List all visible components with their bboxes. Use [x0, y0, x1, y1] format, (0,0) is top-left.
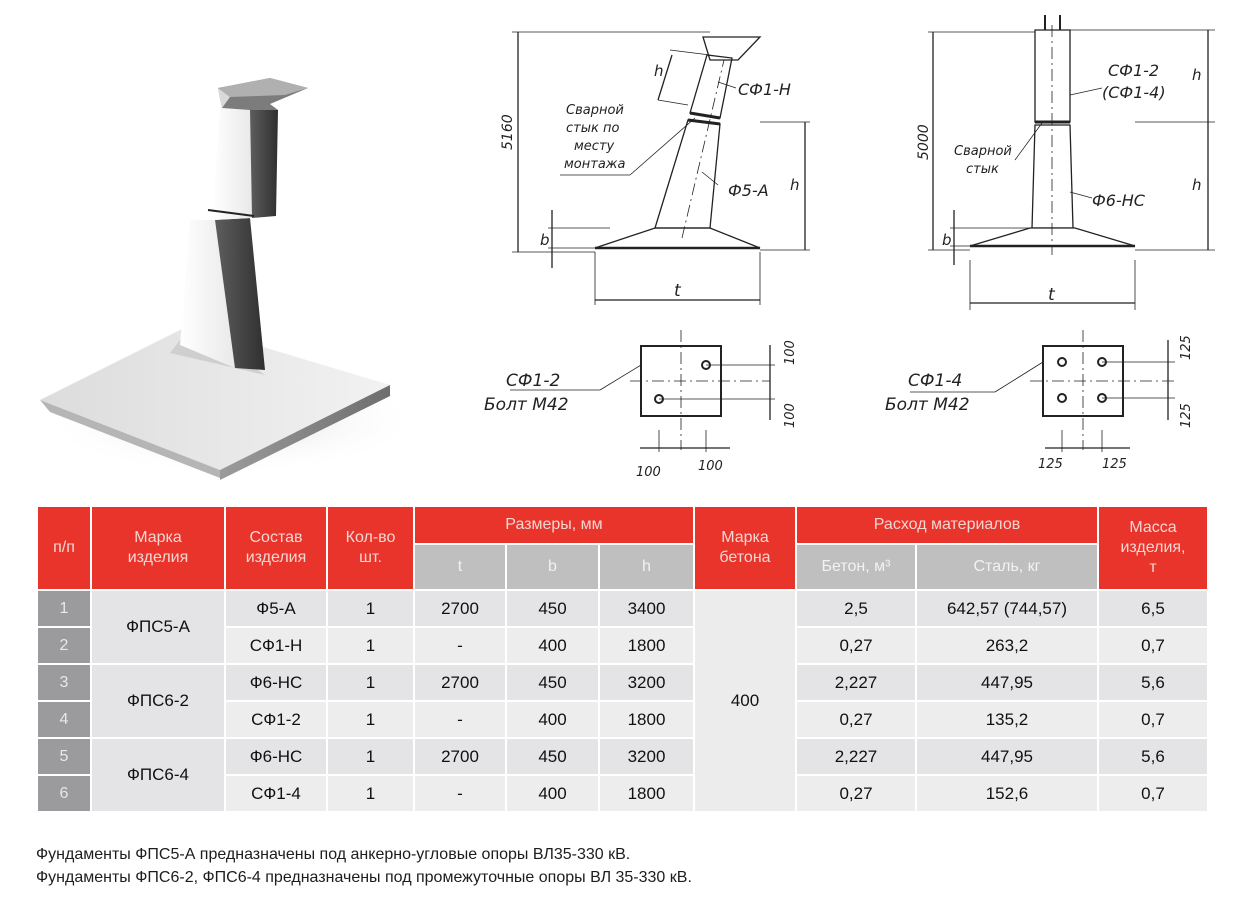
concrete-grade: 400	[695, 591, 795, 811]
col-header-pp: п/п	[38, 507, 90, 589]
left-plan-label-2: Болт М42	[484, 395, 569, 415]
steel-mass: 447,95	[917, 739, 1097, 774]
col-header-marka: Марка изделия	[92, 507, 224, 589]
right-plan-dim-v1: 125	[1179, 335, 1194, 360]
col-header-h: h	[600, 545, 693, 589]
right-plan-drawing	[910, 330, 1175, 452]
composition: СФ1-Н	[226, 628, 326, 663]
table-row	[38, 591, 1207, 626]
table-row	[38, 665, 1207, 700]
dim-t: 2700	[415, 665, 505, 700]
dim-h: 1800	[600, 702, 693, 737]
steel-mass: 263,2	[917, 628, 1097, 663]
right-weld-note-2: стык	[966, 162, 999, 177]
right-weld-note-1: Сварной	[954, 144, 1012, 159]
right-label-sf12: СФ1-2	[1108, 61, 1160, 80]
col-header-beton: Бетон, м³	[797, 545, 915, 589]
left-t-label: t	[674, 281, 681, 301]
steel-mass: 447,95	[917, 665, 1097, 700]
left-weld-note-3: месту	[574, 139, 615, 154]
product-mass: 5,6	[1099, 739, 1207, 774]
dim-b: 400	[507, 702, 598, 737]
quantity: 1	[328, 739, 413, 774]
right-plan-dim-h2: 125	[1102, 457, 1127, 472]
right-h-upper: h	[1192, 66, 1202, 84]
product-mass: 5,6	[1099, 665, 1207, 700]
composition: Ф6-НС	[226, 665, 326, 700]
right-plan-dim-v2: 125	[1179, 403, 1194, 428]
row-number: 3	[38, 665, 90, 700]
col-header-sostav: Состав изделия	[226, 507, 326, 589]
quantity: 1	[328, 702, 413, 737]
concrete-volume: 0,27	[797, 628, 915, 663]
right-plan-dim-h1: 125	[1038, 457, 1063, 472]
dim-b: 450	[507, 665, 598, 700]
col-header-kolvo: Кол-во шт.	[328, 507, 413, 589]
dim-b: 400	[507, 776, 598, 811]
note-fps5: Фундаменты ФПС5-А предназначены под анкерно-угловые опоры ВЛ35-330 кВ.	[36, 846, 631, 863]
left-label-f5a: Ф5-А	[728, 181, 769, 200]
concrete-volume: 0,27	[797, 702, 915, 737]
row-number: 1	[38, 591, 90, 626]
concrete-volume: 2,5	[797, 591, 915, 626]
left-plan-drawing	[510, 330, 775, 452]
dim-t: -	[415, 702, 505, 737]
product-mark: ФПС6-2	[92, 665, 224, 737]
col-header-b: b	[507, 545, 598, 589]
right-label-f6ns: Ф6-НС	[1092, 191, 1145, 210]
product-mark: ФПС6-4	[92, 739, 224, 811]
col-header-rashod: Расход материалов	[797, 507, 1097, 543]
concrete-volume: 0,27	[797, 776, 915, 811]
col-header-t: t	[415, 545, 505, 589]
product-mass: 0,7	[1099, 628, 1207, 663]
dim-t: 2700	[415, 591, 505, 626]
table-row	[38, 739, 1207, 774]
quantity: 1	[328, 665, 413, 700]
dim-h: 3400	[600, 591, 693, 626]
col-header-beton-marka: Марка бетона	[695, 507, 795, 589]
note-fps6: Фундаменты ФПС6-2, ФПС6-4 предназначены под промежуточные опоры ВЛ 35-330 кВ.	[36, 869, 692, 886]
dim-t: 2700	[415, 739, 505, 774]
specification-table	[36, 505, 1209, 813]
left-height-dim: 5160	[500, 114, 516, 150]
right-t-label: t	[1048, 285, 1055, 305]
dim-b: 450	[507, 591, 598, 626]
quantity: 1	[328, 628, 413, 663]
row-number: 2	[38, 628, 90, 663]
left-weld-note-4: монтажа	[564, 157, 626, 172]
product-mass: 0,7	[1099, 776, 1207, 811]
composition: СФ1-2	[226, 702, 326, 737]
steel-mass: 135,2	[917, 702, 1097, 737]
composition: Ф6-НС	[226, 739, 326, 774]
quantity: 1	[328, 776, 413, 811]
right-label-sf14: (СФ1-4)	[1102, 83, 1166, 102]
right-plan-label-2: Болт М42	[885, 395, 970, 415]
dim-t: -	[415, 628, 505, 663]
steel-mass: 152,6	[917, 776, 1097, 811]
row-number: 5	[38, 739, 90, 774]
product-mass: 0,7	[1099, 702, 1207, 737]
col-header-razmery: Размеры, мм	[415, 507, 693, 543]
right-b-label: b	[942, 231, 952, 249]
dim-b: 450	[507, 739, 598, 774]
concrete-volume: 2,227	[797, 665, 915, 700]
left-weld-note-1: Сварной	[566, 103, 624, 118]
left-plan-dim-v2: 100	[783, 403, 798, 428]
col-header-stal: Сталь, кг	[917, 545, 1097, 589]
dim-t: -	[415, 776, 505, 811]
steel-mass: 642,57 (744,57)	[917, 591, 1097, 626]
left-plan-dim-v1: 100	[783, 340, 798, 365]
dim-b: 400	[507, 628, 598, 663]
concrete-volume: 2,227	[797, 739, 915, 774]
row-number: 4	[38, 702, 90, 737]
dim-h: 1800	[600, 776, 693, 811]
technical-drawings	[470, 0, 1255, 495]
left-plan-dim-h1: 100	[636, 465, 661, 480]
dim-h: 3200	[600, 739, 693, 774]
left-h-lower: h	[790, 176, 800, 194]
left-label-sf1n: СФ1-Н	[738, 80, 791, 99]
row-number: 6	[38, 776, 90, 811]
right-plan-label-1: СФ1-4	[908, 371, 963, 391]
left-plan-dim-h2: 100	[698, 459, 723, 474]
composition: СФ1-4	[226, 776, 326, 811]
left-weld-note-2: стык по	[566, 121, 620, 136]
foundation-photo	[30, 70, 410, 490]
composition: Ф5-А	[226, 591, 326, 626]
dim-h: 1800	[600, 628, 693, 663]
right-height-dim: 5000	[916, 124, 932, 160]
col-header-massa: Масса изделия, т	[1099, 507, 1207, 589]
right-h-lower: h	[1192, 176, 1202, 194]
dim-h: 3200	[600, 665, 693, 700]
left-plan-label-1: СФ1-2	[506, 371, 561, 391]
product-mass: 6,5	[1099, 591, 1207, 626]
left-h-upper: h	[654, 62, 664, 80]
product-mark: ФПС5-А	[92, 591, 224, 663]
left-b-label: b	[540, 231, 550, 249]
quantity: 1	[328, 591, 413, 626]
footnotes	[36, 843, 1236, 889]
